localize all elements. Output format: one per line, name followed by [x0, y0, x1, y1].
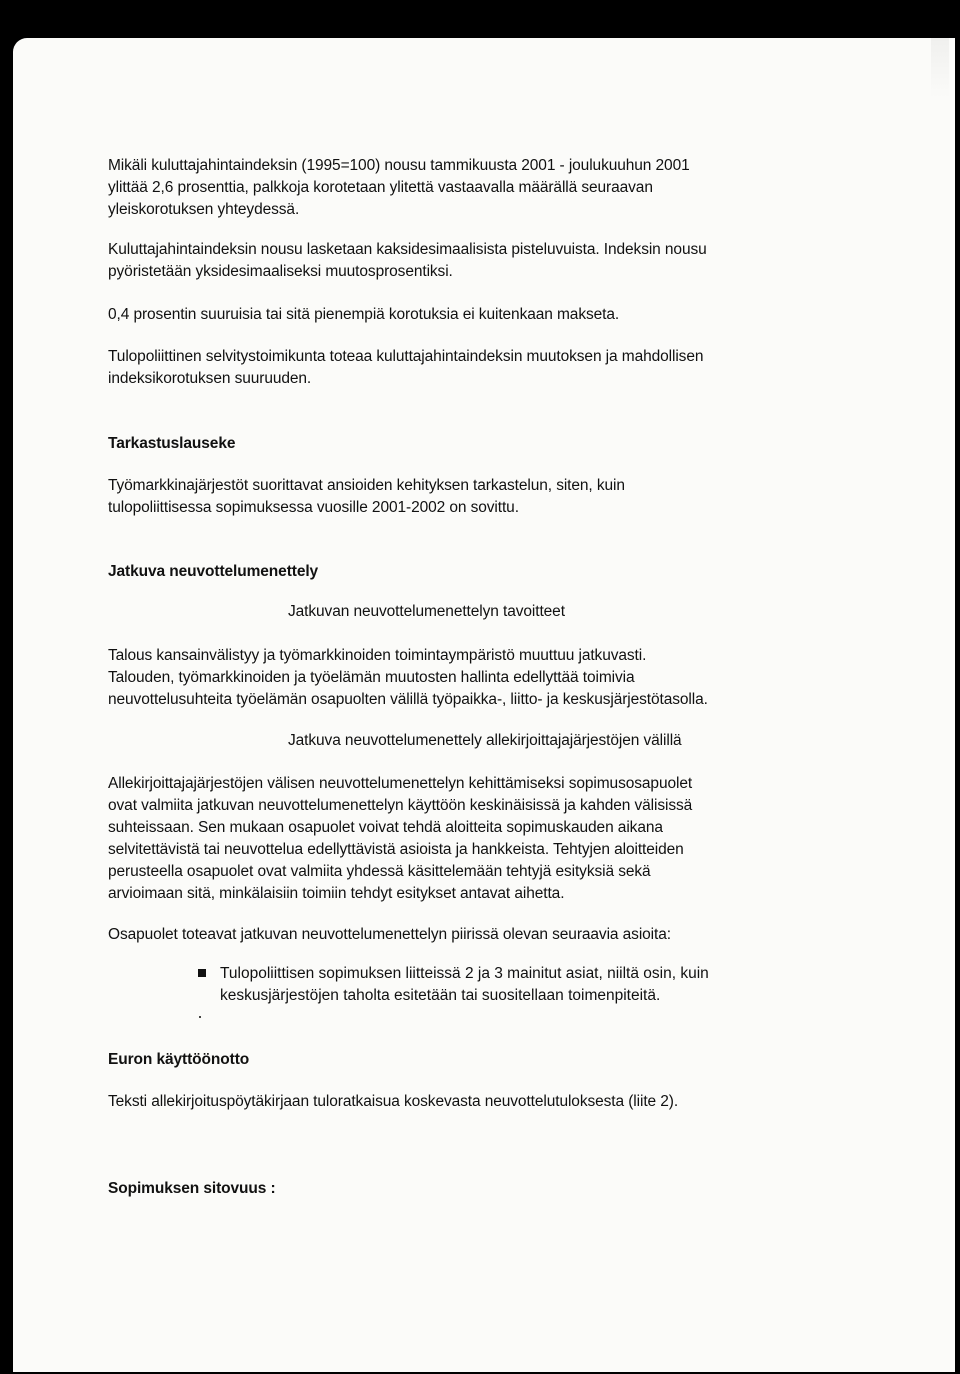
heading-tarkastuslauseke: Tarkastuslauseke: [108, 435, 236, 452]
paragraph-calc-line-1: Kuluttajahintaindeksin nousu lasketaan kaksidesimaalisista pisteluvuista. Indeksin nousu: [108, 241, 707, 258]
paragraph-threshold: 0,4 prosentin suuruisia tai sitä pienempiä korotuksia ei kuitenkaan makseta.: [108, 306, 620, 323]
paragraph-procedure-line-3: suhteissaan. Sen mukaan osapuolet voivat tehdä aloitteita sopimuskauden aikana: [108, 819, 663, 836]
heading-jatkuva-neuvottelumenettely: Jatkuva neuvottelumenettely: [108, 563, 319, 580]
paragraph-euro-text: Teksti allekirjoituspöytäkirjaan tuloratkaisua koskevasta neuvottelutuloksesta (liite 2).: [108, 1093, 679, 1110]
paragraph-review-line-1: Työmarkkinajärjestöt suorittavat ansioiden kehityksen tarkastelun, siten, kuin: [108, 477, 625, 494]
square-bullet-icon: [198, 969, 206, 977]
paragraph-procedure-line-2: ovat valmiita jatkuvan neuvottelumenettelyn käyttöön keskinäisissä ja kahden välisissä: [108, 797, 693, 814]
paragraph-procedure-line-6: arvioimaan sitä, minkälaisiin toimiin tehdyt esitykset antavat aihetta.: [108, 885, 565, 902]
paragraph-economy-line-3: neuvottelusuhteita työelämän osapuolten välillä työpaikka-, liitto- ja keskusjärjestötasolla.: [108, 691, 708, 708]
paragraph-committee-line-1: Tulopoliittinen selvitystoimikunta toteaa kuluttajahintaindeksin muutoksen ja mahdollisen: [108, 348, 704, 365]
paragraph-review-line-2: tulopoliittisessa sopimuksessa vuosille 2001-2002 on sovittu.: [108, 499, 519, 516]
paragraph-index-line-1: Mikäli kuluttajahintaindeksin (1995=100) nousu tammikuusta 2001 - joulukuuhun 2001: [108, 157, 690, 174]
bullet-text-line-1: Tulopoliittisen sopimuksen liitteissä 2 ja 3 mainitut asiat, niiltä osin, kuin: [220, 965, 709, 982]
paragraph-economy-line-2: Talouden, työmarkkinoiden ja työelämän muutosten hallinta edellyttää toimivia: [108, 669, 635, 686]
paragraph-index-line-2: ylittää 2,6 prosenttia, palkkoja korotetaan ylitettä vastaavalla määrällä seuraavan: [108, 179, 653, 196]
heading-sopimuksen-sitovuus: Sopimuksen sitovuus :: [108, 1180, 276, 1197]
paragraph-matters-intro: Osapuolet toteavat jatkuvan neuvottelumenettelyn piirissä olevan seuraavia asioita:: [108, 926, 671, 943]
bullet-text-line-2: keskusjärjestöjen taholta esitetään tai suositellaan toimenpiteitä.: [220, 987, 661, 1004]
paragraph-calc-line-2: pyöristetään yksidesimaaliseksi muutosprosentiksi.: [108, 263, 453, 280]
stray-dot: [199, 1016, 201, 1018]
paragraph-procedure-line-5: perusteella osapuolet ovat valmiita yhdessä käsittelemään tehtyjä esityksiä sekä: [108, 863, 651, 880]
paragraph-economy-line-1: Talous kansainvälistyy ja työmarkkinoiden toimintaympäristö muuttuu jatkuvasti.: [108, 647, 647, 664]
paragraph-index-line-3: yleiskorotuksen yhteydessä.: [108, 201, 300, 218]
subheading-between-organizations: Jatkuva neuvottelumenettely allekirjoittajajärjestöjen välillä: [288, 732, 682, 749]
paragraph-committee-line-2: indeksikorotuksen suuruuden.: [108, 370, 312, 387]
paragraph-procedure-line-1: Allekirjoittajajärjestöjen välisen neuvottelumenettelyn kehittämiseksi sopimusosapuolet: [108, 775, 693, 792]
paragraph-procedure-line-4: selvitettävistä tai neuvottelua edellyttävistä asioista ja hankkeista. Tehtyjen aloitteiden: [108, 841, 684, 858]
scan-edge-mark: [931, 38, 949, 98]
subheading-goals: Jatkuvan neuvottelumenettelyn tavoitteet: [288, 603, 565, 620]
heading-euron-kayttoonotto: Euron käyttöönotto: [108, 1051, 250, 1068]
